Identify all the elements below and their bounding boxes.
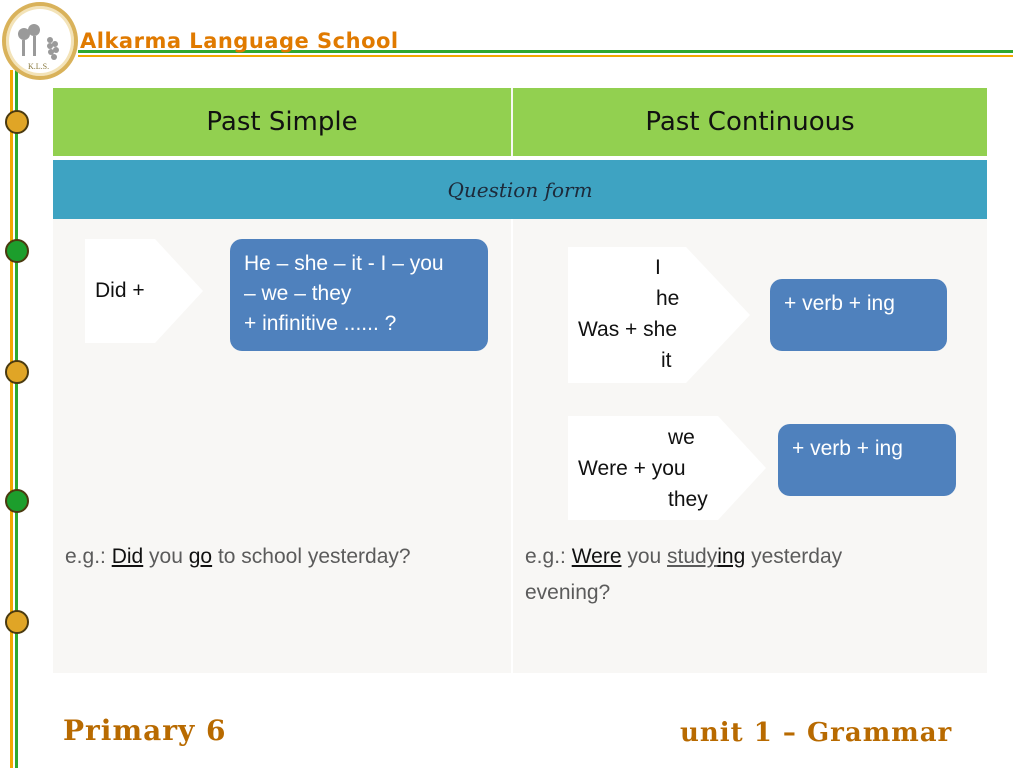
footer-grade: Primary 6: [63, 714, 227, 747]
example-prefix: e.g.:: [525, 545, 572, 568]
column-header-past-continuous: Past Continuous: [513, 88, 987, 156]
example-rest: to school yesterday?: [212, 545, 411, 568]
was-pronoun: it: [661, 349, 672, 372]
was-pronoun: Was + she: [578, 318, 678, 341]
rail-dot: [5, 239, 29, 263]
example-you: you: [621, 545, 668, 568]
rail-dot: [5, 489, 29, 513]
were-pronoun: they: [668, 488, 708, 511]
was-chevron-label: [568, 252, 698, 376]
did-chevron-label: Did +: [95, 279, 145, 302]
column-header-past-simple: Past Simple: [53, 88, 511, 156]
section-title: Question form: [53, 160, 987, 219]
bubble-line: He – she – it - I – you: [244, 252, 444, 275]
logo-text: K.L.S.: [28, 62, 50, 71]
left-rail-gold: [10, 70, 13, 768]
bubble-line: – we – they: [244, 282, 352, 305]
example-go: go: [188, 545, 213, 568]
pronoun-bubble: [230, 239, 488, 351]
footer-unit: unit 1 – Grammar: [680, 718, 953, 748]
example-ing: ing: [717, 545, 746, 568]
past-continuous-example: [525, 539, 965, 611]
example-study: study: [667, 545, 718, 568]
column-divider: [511, 219, 513, 673]
rail-dot: [5, 610, 29, 634]
bubble-line: + infinitive ...... ?: [244, 312, 397, 335]
example-line2: evening?: [525, 581, 611, 604]
rail-dot: [5, 110, 29, 134]
example-you: you: [143, 545, 189, 568]
school-logo: [2, 2, 78, 80]
past-simple-example: [65, 539, 411, 575]
example-were: Were: [571, 545, 622, 568]
were-verb-bubble: + verb + ing: [778, 424, 956, 496]
example-prefix: e.g.:: [65, 545, 112, 568]
was-pronoun: he: [656, 287, 680, 310]
were-pronoun: Were + you: [578, 457, 686, 480]
top-rail-gold: [78, 55, 1013, 57]
example-rest: yesterday: [745, 545, 843, 568]
school-name: Alkarma Language School: [80, 29, 399, 53]
example-did: Did: [111, 545, 144, 568]
was-verb-bubble: + verb + ing: [770, 279, 947, 351]
were-chevron-label: [568, 422, 728, 515]
left-rail-green: [15, 70, 18, 768]
was-pronoun: I: [655, 256, 661, 279]
were-pronoun: we: [668, 426, 695, 449]
rail-dot: [5, 360, 29, 384]
